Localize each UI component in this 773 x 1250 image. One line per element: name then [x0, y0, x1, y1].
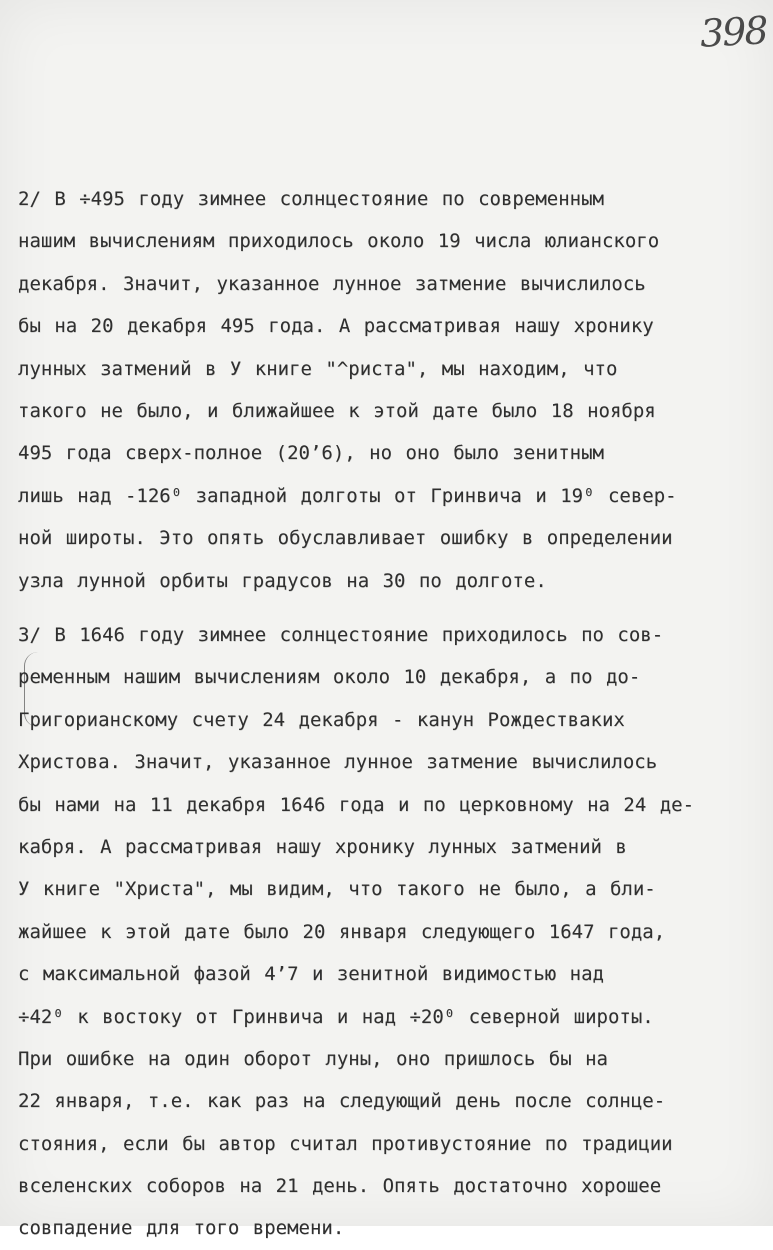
page-number — [699, 8, 768, 55]
text-line: Григорианскому счету 24 декабря - канун Рождестваких — [18, 708, 625, 731]
text-line: декабря. Значит, указанное лунное затмение вычислилось — [18, 272, 646, 295]
page-number-text: 398 — [698, 8, 768, 56]
text-line: совпадение для того времени. — [18, 1217, 345, 1240]
text-line: 3/ В 1646 году зимнее солнцестояние приходилось по сов- — [18, 624, 664, 646]
text-line: Христова. Значит, указанное лунное затмение вычислилось — [18, 751, 658, 774]
text-line: 2/ В ÷495 году зимнее солнцестояние по современным — [18, 188, 604, 210]
text-line: ÷42⁰ к востоку от Гринвича и над ÷20⁰ северной широты. — [18, 1005, 654, 1028]
text-line: нашим вычислениям приходилось около 19 числа юлианского — [18, 230, 660, 253]
text-line: При ошибке на один оборот луны, оно пришлось бы на — [18, 1047, 608, 1070]
text-line: ременным нашим вычислениям около 10 декабря, а по до- — [18, 666, 641, 689]
text-line: бы на 20 декабря 495 года. А рассматривая нашу хронику — [18, 315, 654, 338]
text-line: 22 января, т.е. как раз на следующий день после солнце- — [18, 1090, 666, 1113]
text-line: узла лунной орбиты градусов на 30 по долготе. — [18, 569, 547, 592]
text-line: 495 года сверх-полное (20’6), но оно было зенитным — [18, 442, 604, 465]
paragraph-3 — [18, 614, 768, 1250]
text-line: У книге "Христа", мы видим, что такого не было, а бли- — [18, 878, 656, 901]
text-line: вселенских соборов на 21 день. Опять достаточно хорошее — [18, 1175, 662, 1198]
paragraph-2 — [18, 178, 768, 602]
text-line: кабря. А рассматривая нашу хронику лунных затмений в — [18, 835, 627, 858]
text-line: жайшее к этой дате было 20 января следующего 1647 года, — [18, 920, 666, 943]
text-line: лунных затмений в У книге "^риста", мы находим, что — [18, 357, 618, 380]
text-line: стояния, если бы автор считал противустояние по традиции — [18, 1132, 673, 1155]
text-line: с максимальной фазой 4’7 и зенитной видимостью над — [18, 963, 604, 986]
text-line: бы нами на 11 декабря 1646 года и по церковному на 24 де- — [18, 793, 695, 816]
text-line: такого не было, и ближайшее к этой дате было 18 ноября — [18, 399, 656, 422]
text-line: ной широты. Это опять обуславливает ошибку в определении — [18, 527, 673, 550]
text-line: лишь над -126⁰ западной долготы от Гринвича и 19⁰ север- — [18, 484, 677, 507]
